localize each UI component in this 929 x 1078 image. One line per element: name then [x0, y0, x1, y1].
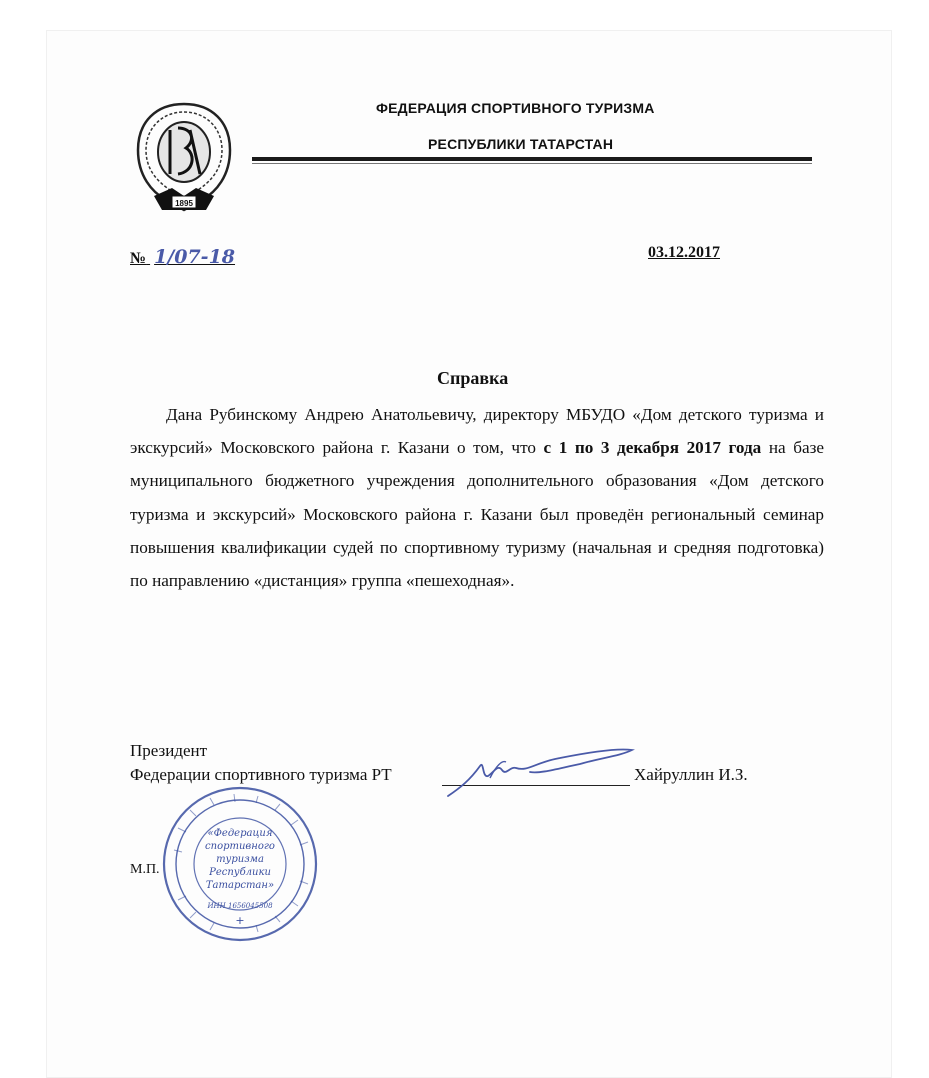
- signer-position-line1: Президент: [130, 741, 208, 760]
- document-date: 03.12.2017: [648, 244, 720, 261]
- seal-place-mark: М.П.: [130, 862, 160, 877]
- emblem-year: 1895: [175, 199, 193, 208]
- stamp-cross-icon: +: [235, 914, 245, 927]
- org-name-line1: ФЕДЕРАЦИЯ СПОРТИВНОГО ТУРИЗМА: [376, 100, 655, 116]
- handwritten-signature: [440, 736, 640, 802]
- stamp-line3: туризма: [216, 854, 264, 865]
- document-body: [130, 398, 824, 597]
- stamp-line4: Республики: [209, 867, 271, 878]
- document-title: Справка: [437, 368, 509, 388]
- stamp-inn: ИНН 1656045508: [207, 902, 273, 910]
- signer-name: Хайруллин И.З.: [634, 765, 748, 784]
- number-prefix: №: [130, 250, 147, 267]
- header-rule-thin: [252, 163, 812, 164]
- stamp-line1: «Федерация: [207, 828, 273, 839]
- official-stamp: [160, 784, 320, 944]
- org-name-line2: РЕСПУБЛИКИ ТАТАРСТАН: [428, 136, 614, 152]
- body-text-dates: с 1 по 3 декабря 2017 года: [543, 438, 762, 458]
- header-rule: [252, 157, 812, 161]
- handwritten-number: 1/07-18: [154, 246, 236, 268]
- signer-position-line2: Федерации спортивного туризма РТ: [130, 765, 392, 784]
- document-number: [130, 246, 235, 268]
- federation-emblem: [134, 100, 234, 218]
- body-text-part1: Дана Рубинскому Андрею Анатольевичу, директору МБУДО «Дом детского туризма и экскурсий» Московского района г. Казани о том, что: [130, 405, 824, 458]
- stamp-line5: Татарстан»: [205, 880, 275, 891]
- stamp-line2: спортивного: [205, 841, 275, 852]
- body-text-part2: на базе муниципального бюджетного учреждения дополнительного образования «Дом детского туризма и экскурсий» Московского района г. Казани был проведён региональный семинар повышения квалификации судей по спортивному туризму (начальная и средняя подготовка) по направлению «дистанция» группа «пешеходная».: [130, 438, 824, 591]
